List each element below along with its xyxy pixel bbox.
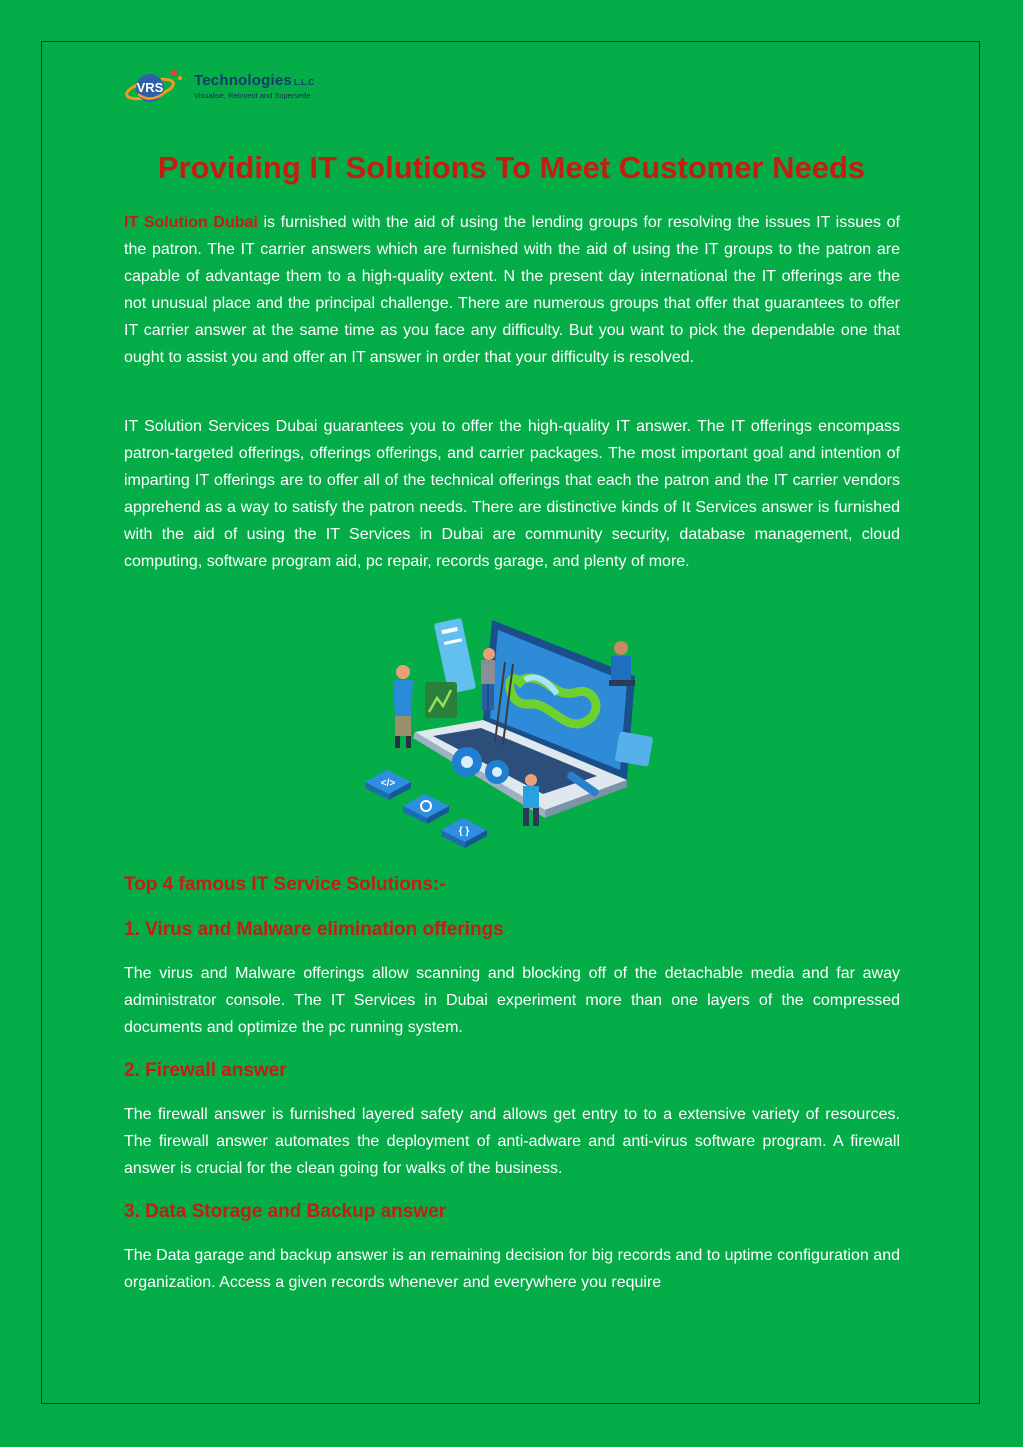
logo-mark: VRS bbox=[136, 80, 164, 95]
service-heading-1: 1. Virus and Malware elimination offerings bbox=[124, 919, 504, 940]
it-services-laptop-illustration bbox=[355, 612, 665, 860]
service-heading-2: 2. Firewall answer bbox=[124, 1060, 287, 1081]
logo-name: Technologies bbox=[194, 72, 292, 89]
intro-highlight-link[interactable]: IT Solution Dubai bbox=[124, 214, 258, 231]
service-text-1: The virus and Malware offerings allow scanning and blocking off of the detachable media and far away administrator console. The IT Services in Dubai experiment more than one layers of the compressed documents and optimize the pc running system. bbox=[124, 965, 900, 1036]
service-heading-3: 3. Data Storage and Backup answer bbox=[124, 1201, 447, 1222]
service-text-2: The firewall answer is furnished layered safety and allows get entry to to a extensive variety of resources. The firewall answer automates the deployment of anti-adware and anti-virus software program. A firewall answer is crucial for the clean going for walks of the business. bbox=[124, 1106, 900, 1177]
company-logo bbox=[122, 64, 342, 112]
vrs-globe-icon bbox=[122, 64, 194, 112]
intro-text: is furnished with the aid of using the lending groups for resolving the issues IT issues of the patron. The IT carrier answers which are furnished with the aid of using the IT groups to the patron are capable of advantage them to a high-quality extent. N the present day international the IT offerings are the not unusual place and the principal challenge. There are numerous groups that offer that guarantees to offer IT carrier answer at the same time as you face any difficulty. But you want to pick the dependable one that ought to assist you and offer an IT answer in order that your difficulty is resolved. bbox=[124, 214, 900, 366]
code-tag-label: </> bbox=[380, 778, 396, 789]
page-title: Providing IT Solutions To Meet Customer Needs bbox=[157, 150, 866, 185]
logo-tagline: Visualise, Reinvent and Supersede bbox=[194, 91, 311, 100]
logo-suffix: L.L.C bbox=[293, 78, 314, 87]
braces-tag-label: { } bbox=[458, 826, 470, 837]
intro-paragraph bbox=[124, 209, 900, 371]
services-paragraph: IT Solution Services Dubai guarantees you to offer the high-quality IT answer. The IT offerings encompass patron-targeted offerings, offerings offerings, and carrier packages. The most important goal and intention of imparting IT offerings are to offer all of the technical offerings that each the patron and the IT carrier vendors apprehend as a way to satisfy the patron needs. There are distinctive kinds of It Services answer is furnished with the aid of using the IT Services in Dubai are community security, database management, cloud computing, software program aid, pc repair, records garage, and plenty of more. bbox=[124, 418, 900, 570]
service-text-3: The Data garage and backup answer is an remaining decision for big records and to uptime configuration and organization. Access a given records whenever and everywhere you require bbox=[124, 1247, 900, 1291]
section-heading: Top 4 famous IT Service Solutions:- bbox=[124, 874, 446, 895]
